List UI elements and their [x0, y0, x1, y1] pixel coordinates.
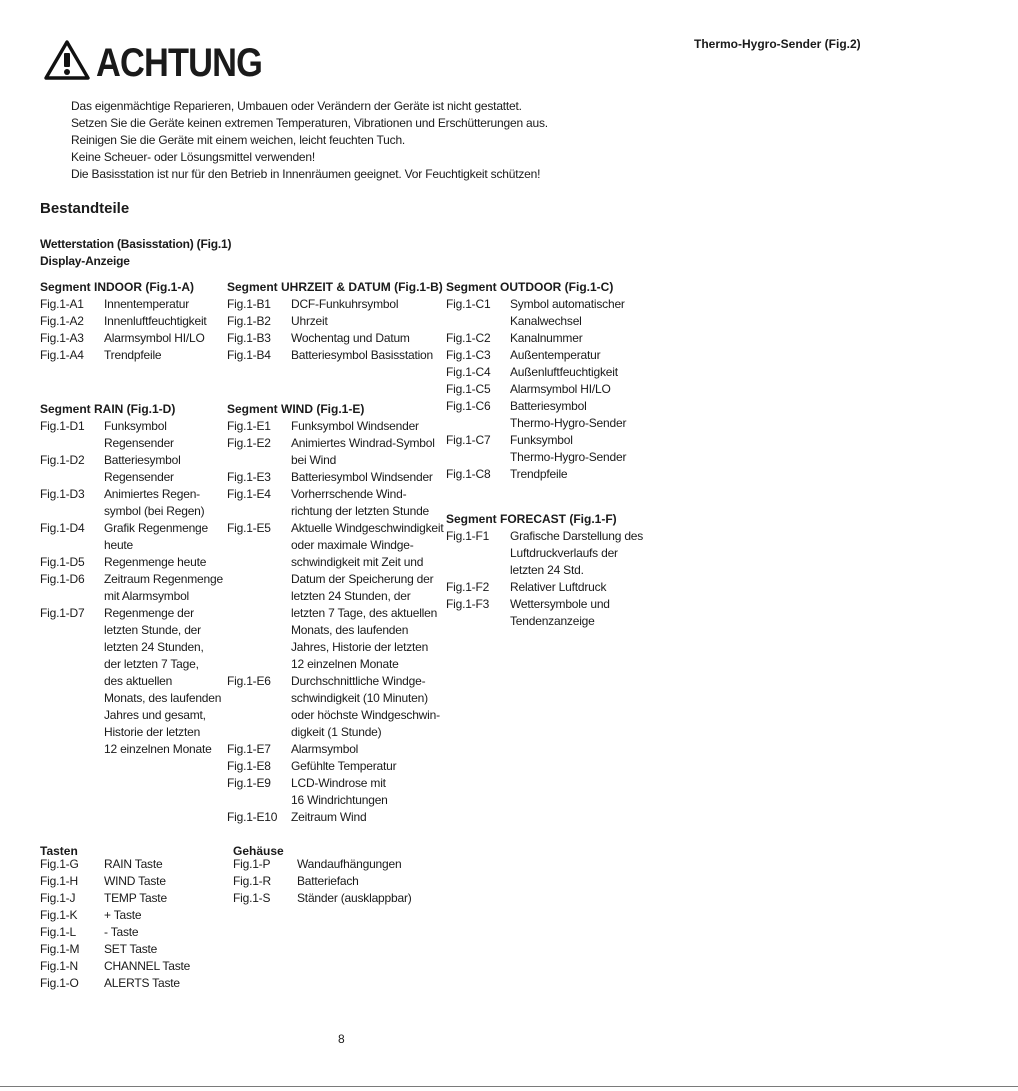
figure-description: Thermo-Hygro-Sender — [510, 450, 627, 464]
segment-title: Gehäuse — [233, 844, 284, 858]
figure-description: letzten 7 Tage, des aktuellen — [291, 606, 438, 620]
figure-description: Grafik Regenmenge — [104, 521, 208, 535]
figure-code: Fig.1-C8 — [446, 467, 491, 481]
figure-description: Historie der letzten — [104, 725, 201, 739]
figure-description: Trendpfeile — [104, 348, 162, 362]
figure-description: 12 einzelnen Monate — [104, 742, 212, 756]
figure-code: Fig.1-E7 — [227, 742, 271, 756]
figure-description: Funksymbol — [510, 433, 573, 447]
figure-code: Fig.1-C6 — [446, 399, 491, 413]
figure-code: Fig.1-C2 — [446, 331, 491, 345]
display-title: Display-Anzeige — [40, 254, 130, 268]
figure-code: Fig.1-D5 — [40, 555, 85, 569]
figure-code: Fig.1-E10 — [227, 810, 278, 824]
figure-code: Fig.1-C5 — [446, 382, 491, 396]
figure-code: Fig.1-E9 — [227, 776, 271, 790]
figure-description: Innentemperatur — [104, 297, 190, 311]
figure-code: Fig.1-B1 — [227, 297, 271, 311]
figure-description: letzten 24 Stunden, der — [291, 589, 411, 603]
figure-description: 16 Windrichtungen — [291, 793, 388, 807]
figure-description: Zeitraum Regenmenge — [104, 572, 223, 586]
figure-description: Tendenzanzeige — [510, 614, 595, 628]
figure-description: CHANNEL Taste — [104, 959, 191, 973]
figure-description: Funksymbol Windsender — [291, 419, 419, 433]
figure-code: Fig.1-L — [40, 925, 76, 939]
figure-description: - Taste — [104, 925, 139, 939]
figure-description: Datum der Speicherung der — [291, 572, 434, 586]
figure-description: Monats, des laufenden — [104, 691, 222, 705]
device-label: Thermo-Hygro-Sender (Fig.2) — [694, 37, 861, 51]
segment-title: Segment WIND (Fig.1-E) — [227, 402, 365, 416]
figure-description: DCF-Funkuhrsymbol — [291, 297, 399, 311]
segment-title: Segment UHRZEIT & DATUM (Fig.1-B) — [227, 280, 443, 294]
figure-code: Fig.1-D6 — [40, 572, 85, 586]
figure-code: Fig.1-H — [40, 874, 78, 888]
figure-description: symbol (bei Regen) — [104, 504, 205, 518]
figure-description: Außentemperatur — [510, 348, 601, 362]
intro-line: Die Basisstation ist nur für den Betrieb in Innenräumen geeignet. Vor Feuchtigkeit schützen! — [71, 167, 541, 181]
figure-description: oder höchste Windgeschwin- — [291, 708, 440, 722]
figure-description: Thermo-Hygro-Sender — [510, 416, 627, 430]
intro-line: Reinigen Sie die Geräte mit einem weichen, leicht feuchten Tuch. — [71, 133, 406, 147]
figure-code: Fig.1-F1 — [446, 529, 490, 543]
station-title: Wetterstation (Basisstation) (Fig.1) — [40, 237, 232, 251]
figure-code: Fig.1-S — [233, 891, 271, 905]
segment-indoor — [40, 279, 207, 362]
intro-text — [71, 98, 548, 183]
section-title: Bestandteile — [40, 200, 130, 217]
figure-description: Regensender — [104, 436, 174, 450]
figure-description: Außenluftfeuchtigkeit — [510, 365, 618, 379]
figure-description: richtung der letzten Stunde — [291, 504, 430, 518]
figure-code: Fig.1-E2 — [227, 436, 271, 450]
segment-title: Segment INDOOR (Fig.1-A) — [40, 280, 195, 294]
figure-code: Fig.1-P — [233, 857, 271, 871]
figure-code: Fig.1-E1 — [227, 419, 271, 433]
figure-code: Fig.1-E6 — [227, 674, 271, 688]
figure-code: Fig.1-B4 — [227, 348, 271, 362]
figure-description: Animiertes Windrad-Symbol — [291, 436, 435, 450]
figure-description: Vorherrschende Wind- — [291, 487, 407, 501]
figure-code: Fig.1-E8 — [227, 759, 271, 773]
figure-description: schwindigkeit mit Zeit und — [291, 555, 424, 569]
figure-description: ALERTS Taste — [104, 976, 180, 990]
figure-description: TEMP Taste — [104, 891, 167, 905]
page-number: 8 — [338, 1032, 345, 1046]
segment-buttons — [40, 843, 191, 990]
figure-code: Fig.1-F3 — [446, 597, 490, 611]
figure-code: Fig.1-E4 — [227, 487, 271, 501]
figure-code: Fig.1-G — [40, 857, 79, 871]
warning-triangle-icon — [44, 40, 90, 80]
figure-description: der letzten 7 Tage, — [104, 657, 199, 671]
figure-description: RAIN Taste — [104, 857, 163, 871]
figure-description: LCD-Windrose mit — [291, 776, 386, 790]
intro-line: Setzen Sie die Geräte keinen extremen Temperaturen, Vibrationen und Erschütterungen aus. — [71, 116, 548, 130]
figure-code: Fig.1-D1 — [40, 419, 85, 433]
figure-description: letzten 24 Stunden, — [104, 640, 204, 654]
figure-description: oder maximale Windge- — [291, 538, 414, 552]
figure-description: letzten Stunde, der — [104, 623, 201, 637]
figure-code: Fig.1-A1 — [40, 297, 84, 311]
figure-description: Durchschnittliche Windge- — [291, 674, 426, 688]
figure-description: mit Alarmsymbol — [104, 589, 190, 603]
figure-description: digkeit (1 Stunde) — [291, 725, 382, 739]
segment-title: Segment RAIN (Fig.1-D) — [40, 402, 176, 416]
figure-description: schwindigkeit (10 Minuten) — [291, 691, 428, 705]
figure-description: Wettersymbole und — [510, 597, 610, 611]
figure-description: Kanalwechsel — [510, 314, 582, 328]
segment-title: Segment OUTDOOR (Fig.1-C) — [446, 280, 614, 294]
intro-line: Keine Scheuer- oder Lösungsmittel verwenden! — [71, 150, 316, 164]
figure-description: SET Taste — [104, 942, 158, 956]
figure-code: Fig.1-D2 — [40, 453, 85, 467]
segment-title: Segment FORECAST (Fig.1-F) — [446, 512, 617, 526]
figure-code: Fig.1-A3 — [40, 331, 84, 345]
figure-description: Kanalnummer — [510, 331, 583, 345]
figure-code: Fig.1-D3 — [40, 487, 85, 501]
figure-description: Jahres und gesamt, — [104, 708, 206, 722]
figure-description: Regensender — [104, 470, 174, 484]
figure-description: + Taste — [104, 908, 142, 922]
figure-description: Batteriesymbol — [510, 399, 587, 413]
figure-code: Fig.1-A2 — [40, 314, 84, 328]
figure-code: Fig.1-B2 — [227, 314, 271, 328]
figure-code: Fig.1-C4 — [446, 365, 491, 379]
figure-code: Fig.1-C7 — [446, 433, 491, 447]
figure-description: Batteriefach — [297, 874, 359, 888]
figure-description: letzten 24 Std. — [510, 563, 584, 577]
segment-forecast — [446, 511, 644, 628]
figure-code: Fig.1-M — [40, 942, 80, 956]
figure-code: Fig.1-E5 — [227, 521, 271, 535]
figure-description: Ständer (ausklappbar) — [297, 891, 412, 905]
figure-code: Fig.1-E3 — [227, 470, 271, 484]
figure-description: Symbol automatischer — [510, 297, 625, 311]
figure-description: Trendpfeile — [510, 467, 568, 481]
figure-code: Fig.1-B3 — [227, 331, 271, 345]
segment-title: Tasten — [40, 844, 78, 858]
figure-code: Fig.1-F2 — [446, 580, 490, 594]
figure-description: des aktuellen — [104, 674, 173, 688]
figure-description: Alarmsymbol — [291, 742, 359, 756]
figure-code: Fig.1-J — [40, 891, 76, 905]
figure-description: Alarmsymbol HI/LO — [510, 382, 611, 396]
figure-description: Relativer Luftdruck — [510, 580, 607, 594]
figure-description: 12 einzelnen Monate — [291, 657, 399, 671]
figure-description: Funksymbol — [104, 419, 167, 433]
figure-code: Fig.1-N — [40, 959, 78, 973]
figure-code: Fig.1-O — [40, 976, 79, 990]
figure-description: Aktuelle Windgeschwindigkeit — [291, 521, 444, 535]
figure-description: Batteriesymbol Windsender — [291, 470, 433, 484]
figure-code: Fig.1-K — [40, 908, 78, 922]
intro-line: Das eigenmächtige Reparieren, Umbauen oder Verändern der Geräte ist nicht gestattet. — [71, 99, 522, 113]
segment-housing — [233, 843, 412, 905]
figure-description: Regenmenge der — [104, 606, 194, 620]
figure-description: Grafische Darstellung des — [510, 529, 644, 543]
warning-title: ACHTUNG — [96, 41, 262, 85]
figure-description: Regenmenge heute — [104, 555, 207, 569]
footer-divider — [0, 1086, 1018, 1087]
figure-description: Wochentag und Datum — [291, 331, 410, 345]
figure-code: Fig.1-D4 — [40, 521, 85, 535]
figure-description: WIND Taste — [104, 874, 166, 888]
segment-clock — [227, 279, 443, 362]
figure-description: Animiertes Regen- — [104, 487, 200, 501]
figure-description: Zeitraum Wind — [291, 810, 367, 824]
figure-description: heute — [104, 538, 134, 552]
figure-description: Wandaufhängungen — [297, 857, 402, 871]
figure-description: bei Wind — [291, 453, 337, 467]
figure-description: Batteriesymbol — [104, 453, 181, 467]
figure-code: Fig.1-R — [233, 874, 271, 888]
figure-description: Innenluftfeuchtigkeit — [104, 314, 207, 328]
figure-code: Fig.1-C1 — [446, 297, 491, 311]
figure-description: Batteriesymbol Basisstation — [291, 348, 433, 362]
segment-wind — [227, 401, 444, 824]
figure-code: Fig.1-C3 — [446, 348, 491, 362]
segment-outdoor — [446, 279, 627, 481]
segment-rain — [40, 401, 223, 756]
figure-description: Gefühlte Temperatur — [291, 759, 397, 773]
figure-description: Luftdruckverlaufs der — [510, 546, 618, 560]
figure-description: Alarmsymbol HI/LO — [104, 331, 205, 345]
figure-description: Uhrzeit — [291, 314, 328, 328]
figure-description: Monats, des laufenden — [291, 623, 409, 637]
figure-code: Fig.1-D7 — [40, 606, 85, 620]
figure-description: Jahres, Historie der letzten — [291, 640, 429, 654]
figure-code: Fig.1-A4 — [40, 348, 84, 362]
